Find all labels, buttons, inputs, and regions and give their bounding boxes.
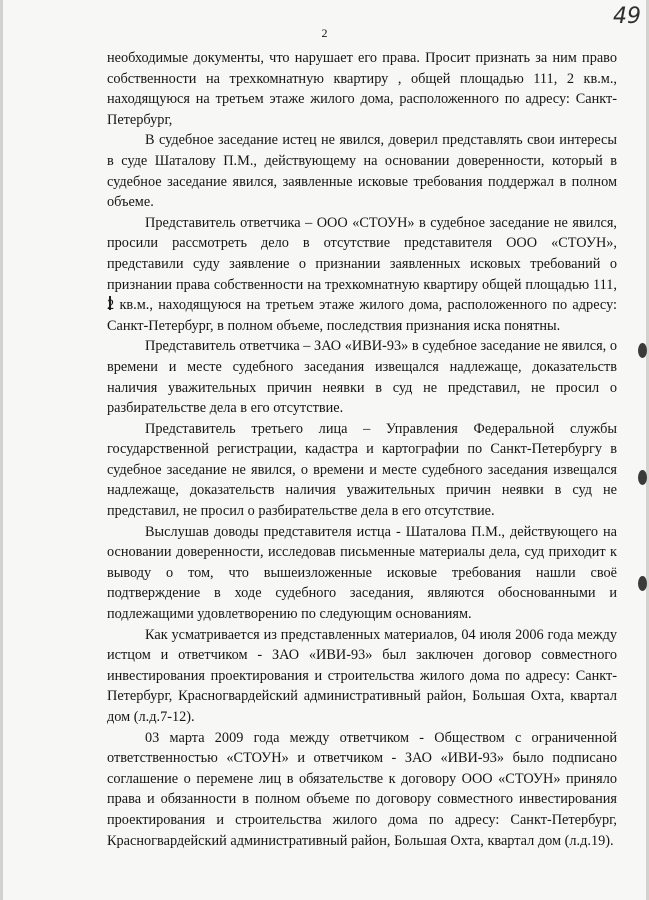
paragraph-investment-contract: Как усматривается из представленных материалов, 04 июля 2006 года между истцом и ответчиком - ЗАО «ИВИ-93» был заключен договор совместного инвестирования проектирования и строительства жилого дома по адресу: Санкт-Петербург, Красногвардейский административный район, Большая Охта, квартал дом (л.д.7-12). [107, 626, 617, 725]
page-left-edge [0, 0, 3, 900]
handwritten-sheet-number: 49 [613, 4, 641, 29]
paragraph-third-party: Представитель третьего лица – Управления Федеральной службы государственной регистрации, кадастра и картографии по Санкт-Петербургу в судебное заседание не явился, о времени и месте судебного заседания извещался надлежаще, доказательств наличия уважительных причин неявки в суд не представил, не просил о разбирательстве дела в его отсутствие. [107, 420, 617, 520]
page-number: 2 [321, 26, 328, 40]
paragraph-assignment-agreement: 03 марта 2009 года между ответчиком - Обществом с ограниченной ответственностью «СТОУН» и ответчиком - ЗАО «ИВИ-93» было подписано соглашение о перемене лиц в обязательстве к договору ООО «СТОУН» приняло права и обязанности в полном объеме по договору совместного инвестирования проектирования и строительства жилого дома по адресу: Санкт-Петербург, Красногвардейский административный район, Большая Охта, квартал дом (л.д.19). [107, 729, 617, 849]
binding-hole-mark [638, 576, 647, 591]
paragraph-defendant-ivi93: Представитель ответчика – ЗАО «ИВИ-93» в судебное заседание не явился, о времени и месте судебного заседания извещался надлежаще, доказательств наличия уважительных причин неявки в суд не представил, не просил о разбирательстве дела в его отсутствие. [107, 338, 617, 417]
paragraph-claim-summary: необходимые документы, что нарушает его права. Просит признать за ним право собственности на трехкомнатную квартиру , общей площадью 111, 2 кв.м., находящуюся на третьем этаже жилого дома, расположенного по адресу: Санкт-Петербург, [107, 50, 617, 128]
binding-hole-mark [638, 470, 647, 485]
paragraph-plaintiff-absence: В судебное заседание истец не явился, доверил представлять свои интересы в суде Шаталову П.М., действующему на основании доверенности, который в судебное заседание явился, заявленные исковые требования поддержал в полном объеме. [107, 132, 617, 211]
paragraph-court-conclusion: Выслушав доводы представителя истца - Шаталова П.М., действующего на основании доверенности, исследовав письменные материалы дела, суд приходит к выводу о том, что вышеизложенные исковые требования нашли своё подтверждение в ходе судебного заседания, являются обоснованными и подлежащими удовлетворению по следующим основаниям. [107, 523, 617, 623]
paragraph-defendant-stoun: Представитель ответчика – ООО «СТОУН» в судебное заседание не явился, просили рассмотреть дело в отсутствие представителя ООО «СТОУН», представили суду заявление о признании заявленных исковых требований о признании права собственности на трехкомнатную квартиру общей площадью 111, 2 кв.м., находящуюся на третьем этаже жилого дома, расположенного по адресу: Санкт-Петербург, в полном объеме, последствия признания иска понятны. [107, 214, 617, 334]
document-body [107, 48, 617, 851]
binding-hole-mark [638, 343, 647, 358]
